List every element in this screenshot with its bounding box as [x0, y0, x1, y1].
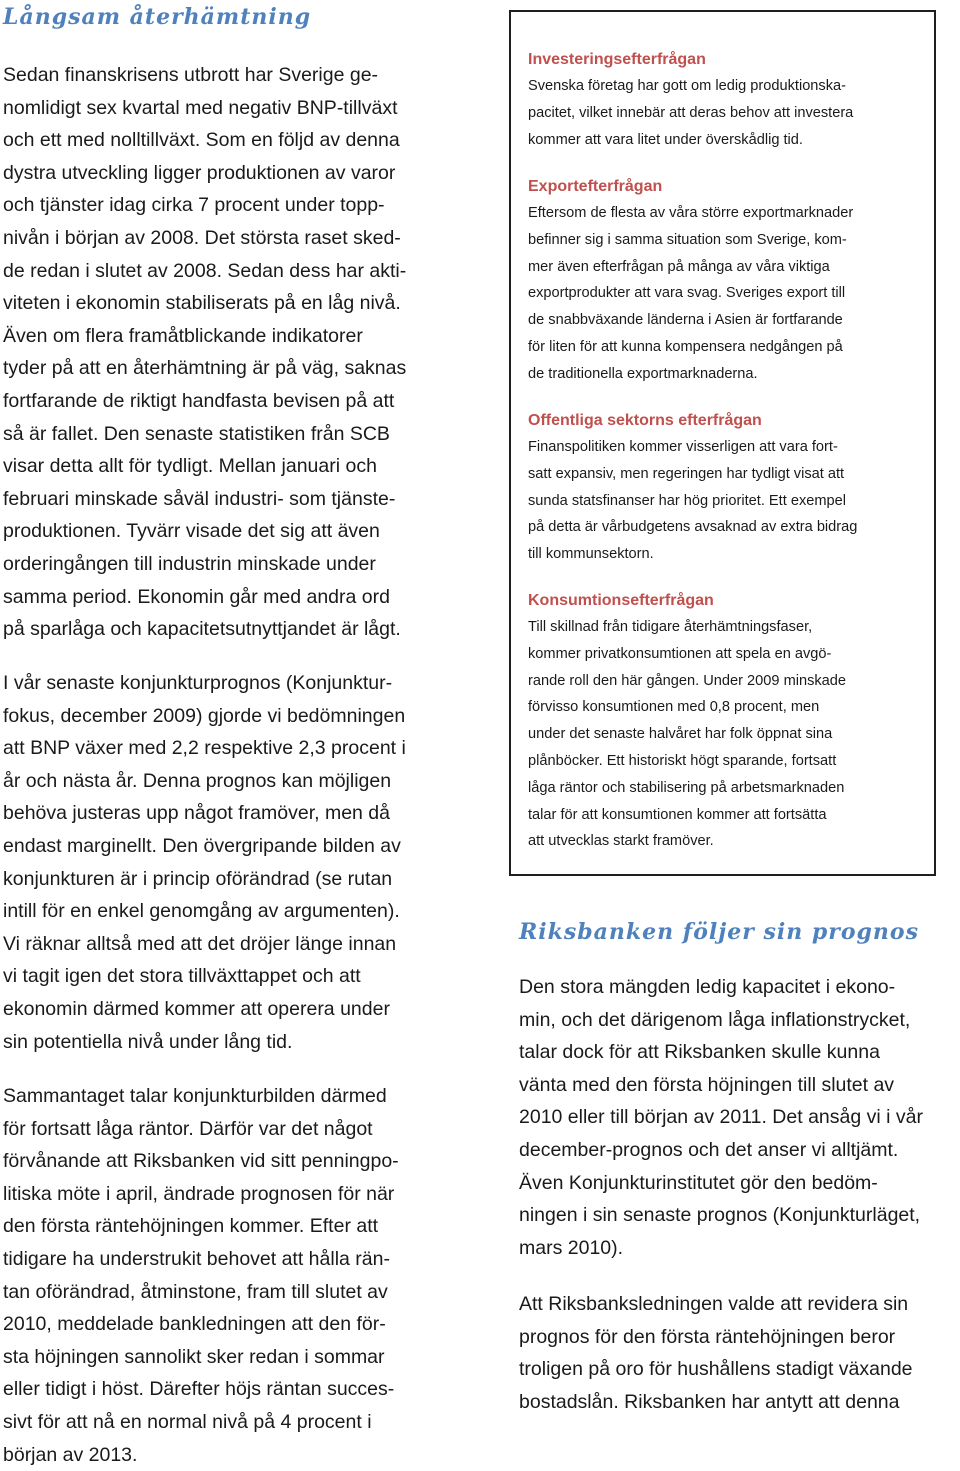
text-line: förvånande att Riksbanken vid sitt penningpo-: [3, 1150, 399, 1173]
text-line: tyder på att en återhämtning är på väg, saknas: [3, 357, 407, 380]
text-line: sunda statsfinanser har hög prioritet. Ett exempel: [528, 492, 846, 509]
text-line: och tjänster idag cirka 7 procent under topp-: [3, 194, 385, 217]
text-line: Finanspolitiken kommer visserligen att vara fort-: [528, 439, 838, 455]
text-line: satt expansiv, men regeringen har tydligt visat att: [528, 465, 845, 482]
box-section-konsumtion: [528, 587, 928, 855]
text-line: plånböcker. Ett historiskt högt sparande, fortsatt: [528, 752, 837, 769]
text-line: endast marginellt. Den övergripande bilden av: [3, 834, 401, 857]
text-line: tidigare ha understrukit behovet att hålla rän-: [3, 1247, 390, 1270]
left-paragraph-1: [3, 59, 406, 646]
text-line: talar dock för att Riksbanken skulle kunna: [519, 1041, 880, 1064]
text-line: på detta är vårbudgetens avsaknad av extra bidrag: [528, 519, 858, 536]
text-line: februari minskade såväl industri- som tjänste-: [3, 487, 396, 510]
text-line: mars 2010).: [519, 1236, 624, 1259]
text-line: Till skillnad från tidigare återhämtningsfaser,: [528, 619, 813, 635]
text-line: ekonomin därmed kommer att operera under: [3, 997, 390, 1020]
text-line: början av 2013.: [3, 1443, 138, 1466]
text-line: talar för att konsumtionen kommer att fortsätta: [528, 806, 827, 823]
text-line: Eftersom de flesta av våra större exportmarknader: [528, 205, 854, 221]
right-paragraph-1: [519, 971, 923, 1264]
text-line: så är fallet. Den senaste statistiken från SCB: [3, 422, 390, 445]
text-line: de redan i slutet av 2008. Sedan dess har akti-: [3, 259, 407, 282]
text-line: år och nästa år. Denna prognos kan möjligen: [3, 769, 392, 792]
box-section-investering: [528, 46, 928, 153]
text-line: vänta med den första höjningen till slutet av: [519, 1073, 895, 1096]
text-line: befinner sig i samma situation som Sverige, kom-: [528, 231, 847, 248]
text-line: den första räntehöjningen kommer. Efter att: [3, 1215, 379, 1238]
text-line: Den stora mängden ledig kapacitet i ekono-: [519, 976, 896, 998]
text-line: bostadslån. Riksbanken har antytt att denna: [519, 1390, 900, 1413]
text-line: nomlidigt sex kvartal med negativ BNP-tillväxt: [3, 96, 398, 119]
text-line: att BNP växer med 2,2 respektive 2,3 procent i: [3, 737, 406, 760]
text-line: I vår senaste konjunkturprognos (Konjunktur-: [3, 672, 393, 694]
text-line: och ett med nolltillväxt. Som en följd av denna: [3, 129, 400, 152]
text-line: Även Konjunkturinstitutet gör den bedöm-: [519, 1171, 878, 1194]
text-line: på sparlåga och kapacitetsutnyttjandet är lågt.: [3, 618, 401, 641]
text-line: förvisso konsumtionen med 0,8 procent, men: [528, 699, 820, 716]
section-heading-langsam-aterhamtning: Långsam återhämtning: [3, 4, 312, 30]
text-line: för fortsatt låga räntor. Därför var det något: [3, 1117, 373, 1140]
text-line: låga räntor och stabilisering på arbetsmarknaden: [528, 779, 845, 796]
text-line: Sammantaget talar konjunkturbilden därmed: [3, 1085, 387, 1107]
text-line: de snabbväxande länderna i Asien är fortfarande: [528, 312, 843, 329]
left-paragraph-3: [3, 1080, 399, 1471]
text-line: december-prognos och det anser vi alltjämt.: [519, 1138, 899, 1161]
text-line: rande roll den här gången. Under 2009 minskade: [528, 672, 847, 689]
text-line: intill för en enkel genomgång av argumenten).: [3, 900, 400, 923]
text-line: kommer privatkonsumtionen att spela en avgö-: [528, 645, 832, 662]
text-line: att utvecklas starkt framöver.: [528, 833, 714, 850]
text-line: min, och det därigenom låga inflationstrycket,: [519, 1008, 911, 1031]
text-line: behöva justeras upp något framöver, men då: [3, 802, 390, 825]
text-line: fokus, december 2009) gjorde vi bedömningen: [3, 704, 406, 727]
text-line: vi tagit igen det stora tillväxttappet och att: [3, 965, 361, 988]
text-line: visar detta allt för tydligt. Mellan januari och: [3, 455, 377, 478]
text-line: troligen på oro för hushållens stadigt växande: [519, 1358, 913, 1381]
text-line: dystra utveckling ligger produktionen av varor: [3, 161, 396, 184]
text-line: sivt för att nå en normal nivå på 4 procent i: [3, 1410, 372, 1433]
box-section-title: Exportefterfrågan: [528, 178, 663, 195]
text-line: under det senaste halvåret har folk öppnat sina: [528, 726, 833, 743]
text-line: prognos för den första räntehöjningen beror: [519, 1325, 896, 1348]
text-line: viteten i ekonomin stabiliserats på en låg nivå.: [3, 292, 401, 315]
section-heading-riksbanken: Riksbanken följer sin prognos: [519, 919, 919, 945]
text-line: samma period. Ekonomin går med andra ord: [3, 585, 390, 608]
text-line: till kommunsektorn.: [528, 546, 654, 563]
text-line: ningen i sin senaste prognos (Konjunkturläget,: [519, 1204, 921, 1227]
text-line: exportprodukter att vara svag. Sveriges export till: [528, 285, 846, 302]
box-section-export: [528, 173, 928, 388]
text-line: litiska möte i april, ändrade prognosen för när: [3, 1182, 395, 1205]
box-section-title: Konsumtionsefterfrågan: [528, 592, 714, 609]
text-line: sta höjningen sannolikt sker redan i sommar: [3, 1345, 385, 1368]
box-section-title: Offentliga sektorns efterfrågan: [528, 412, 762, 429]
text-line: Vi räknar alltså med att det dröjer länge innan: [3, 932, 397, 955]
box-section-offentlig: [528, 407, 928, 568]
text-line: sin potentiella nivå under lång tid.: [3, 1030, 293, 1053]
text-line: nivån i början av 2008. Det största raset sked-: [3, 226, 401, 249]
text-line: Sedan finanskrisens utbrott har Sverige ge-: [3, 64, 379, 86]
text-line: Även om flera framåtblickande indikatorer: [3, 324, 363, 347]
text-line: pacitet, vilket innebär att deras behov att investera: [528, 104, 854, 121]
text-line: produktionen. Tyvärr visade det sig att även: [3, 520, 380, 543]
text-line: eller tidigt i höst. Därefter höjs räntan succes-: [3, 1378, 395, 1401]
text-line: mer även efterfrågan på många av våra viktiga: [528, 258, 830, 275]
box-section-title: Investeringsefterfrågan: [528, 51, 706, 68]
text-line: kommer att vara litet under överskådlig tid.: [528, 131, 803, 148]
text-line: konjunkturen är i princip oförändrad (se rutan: [3, 867, 393, 890]
right-paragraph-2: [519, 1288, 913, 1418]
text-line: för liten för att kunna kompensera nedgången på: [528, 338, 843, 355]
text-line: Svenska företag har gott om ledig produktionska-: [528, 78, 846, 94]
text-line: Att Riksbanksledningen valde att revidera sin: [519, 1293, 909, 1315]
text-line: orderingången till industrin minskade under: [3, 552, 376, 575]
text-line: 2010, meddelade bankledningen att den för-: [3, 1313, 386, 1336]
text-line: fortfarande de riktigt handfasta bevisen på att: [3, 389, 395, 412]
text-line: 2010 eller till början av 2011. Det ansåg vi i vår: [519, 1106, 923, 1129]
text-line: de traditionella exportmarknaderna.: [528, 365, 758, 382]
text-line: tan oförändrad, åtminstone, fram till slutet av: [3, 1280, 388, 1303]
left-paragraph-2: [3, 667, 406, 1058]
argument-box: [509, 10, 936, 876]
